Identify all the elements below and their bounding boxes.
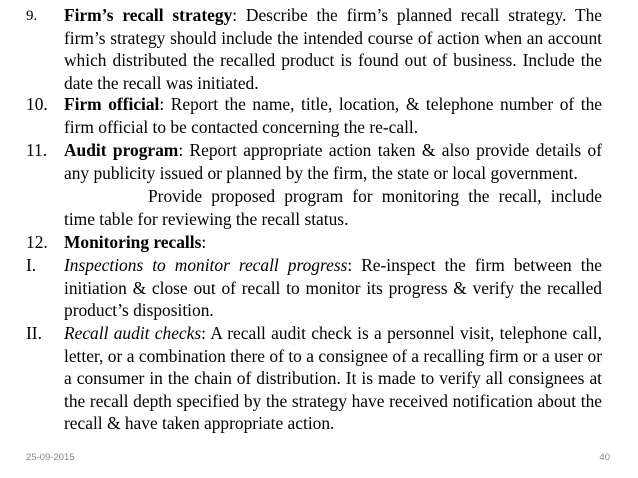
- item-label: Inspections to monitor recall progress: [64, 255, 348, 275]
- item-label: Recall audit checks: [64, 323, 202, 343]
- list-item-inspections: [26, 254, 602, 322]
- list-item-monitoring-recalls: [26, 231, 602, 254]
- continuation-text: Provide proposed program for monitoring the recall, include time table for reviewing the recall status.: [64, 186, 602, 229]
- item-text: : Report the name, title, location, & telephone number of the firm official to be contacted concerning the re-call.: [64, 94, 602, 137]
- item-text: : Report appropriate action taken & also provide details of any publicity issued or planned by the firm, the state or local government.: [64, 140, 602, 183]
- page-number: 40: [599, 452, 610, 463]
- list-item-audit-program: [26, 139, 602, 184]
- item-label: Monitoring recalls: [64, 232, 202, 252]
- item-label: Firm official: [64, 94, 160, 114]
- item-label: Firm’s recall strategy: [64, 5, 233, 25]
- item-text: : Describe the firm’s planned recall strategy. The firm’s strategy should include the intended course of action when an account which distributed the recalled product is found out of business. Include the date the recall was initiated.: [64, 5, 602, 93]
- list-item-firm-recall-strategy: [26, 4, 602, 94]
- footer-date: 25-09-2015: [26, 452, 75, 463]
- item-number: II.: [26, 323, 42, 343]
- item-number: I.: [26, 255, 37, 275]
- list-item-recall-audit-checks: [26, 322, 602, 435]
- item-number: 12.: [26, 232, 48, 252]
- item-text: : Re-inspect the firm between the initiation & close out of recall to monitor its progress & verify the recalled product’s disposition.: [64, 255, 602, 320]
- item-number: 11.: [26, 140, 48, 160]
- item-text: :: [201, 232, 207, 252]
- item-number: 9.: [26, 8, 38, 24]
- item-text: : A recall audit check is a personnel visit, telephone call, letter, or a combination there of to a consignee of a recalling firm or a user or a consumer in the chain of distribution. It is made to verify all consignees at the recall depth specified by the strategy have received notification about the recall & have taken appropriate action.: [64, 323, 602, 433]
- item-label: Audit program: [64, 140, 179, 160]
- item-number: 10.: [26, 94, 48, 114]
- list-item-firm-official: [26, 93, 602, 138]
- audit-program-continuation: [26, 185, 602, 230]
